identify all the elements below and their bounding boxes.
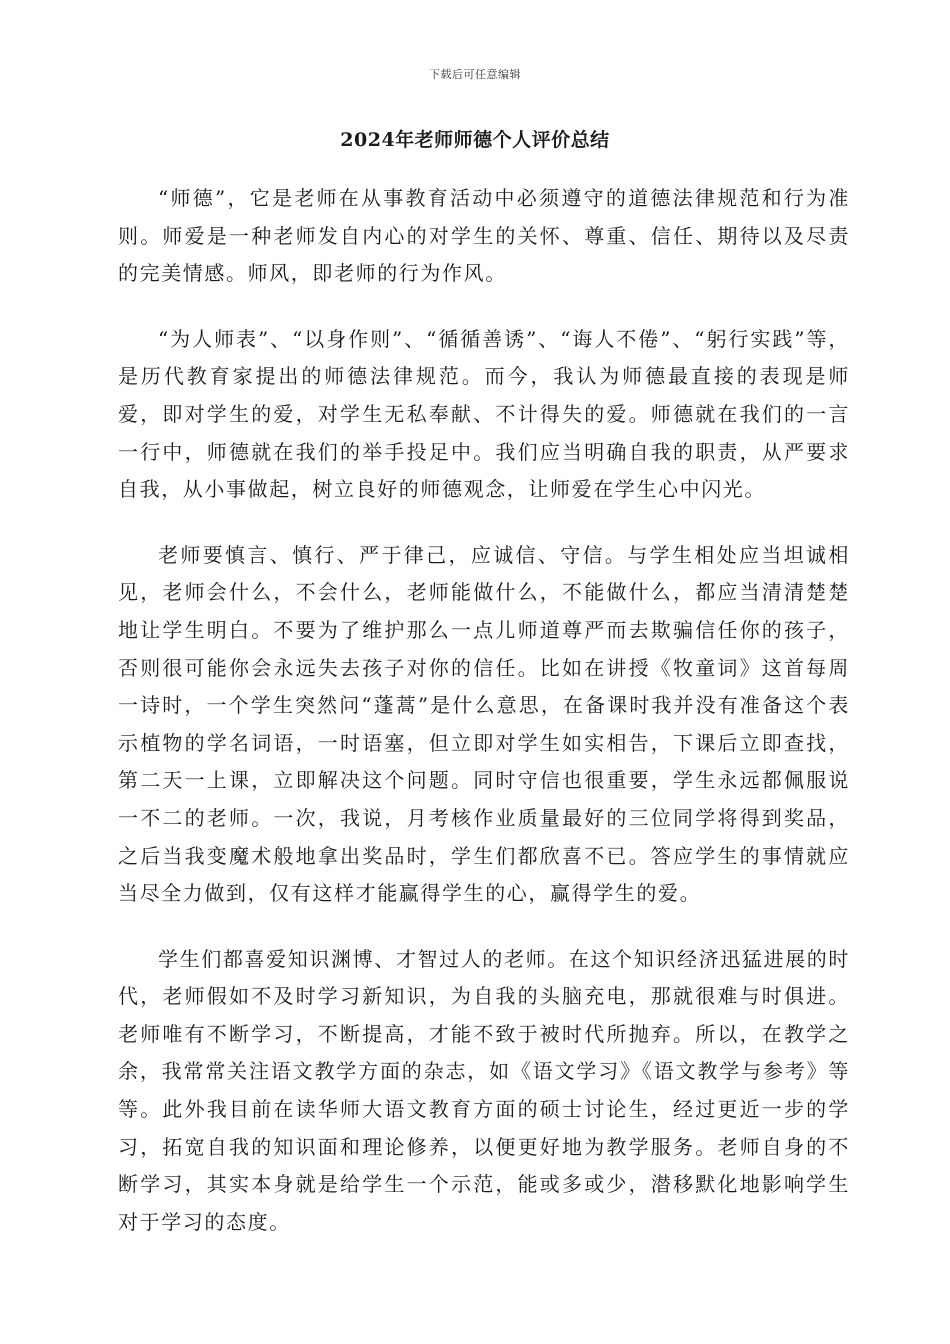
paragraph-3: 老师要慎言、慎行、严于律己，应诚信、守信。与学生相处应当坦诚相见，老师会什么，不会什么，老师能做什么，不能做什么，都应当清清楚楚地让学生明白。不要为了维护那么一点儿师道尊严而去欺骗信任你的孩子，否则很可能你会永远失去孩子对你的信任。比如在讲授《牧童词》这首每周一诗时，一个学生突然问“蓬蒿”是什么意思，在备课时我并没有准备这个表示植物的学名词语，一时语塞，但立即对学生如实相告，下课后立即查找，第二天一上课，立即解决这个问题。同时守信也很重要，学生永远都佩服说一不二的老师。一次，我说，月考核作业质量最好的三位同学将得到奖品，之后当我变魔术般地拿出奖品时，学生们都欣喜不已。答应学生的事情就应当尽全力做到，仅有这样才能赢得学生的心，赢得学生的爱。 [118, 542, 850, 906]
header-note: 下载后可任意编辑 [429, 68, 521, 81]
paragraph-1: “师德”，它是老师在从事教育活动中必须遵守的道德法律规范和行为准则。师爱是一种老师发自内心的对学生的关怀、尊重、信任、期待以及尽责的完美情感。师风，即老师的行为作风。 [118, 186, 850, 286]
document-body [118, 180, 850, 1269]
paragraph-4: 学生们都喜爱知识渊博、才智过人的老师。在这个知识经济迅猛进展的时代，老师假如不及时学习新知识，为自我的头脑充电，那就很难与时俱进。老师唯有不断学习，不断提高，才能不致于被时代所抛弃。所以，在教学之余，我常常关注语文教学方面的杂志，如《语文学习》《语文教学与参考》等等。此外我目前在读华师大语文教育方面的硕士讨论生，经过更近一步的学习，拓宽自我的知识面和理论修养，以便更好地为教学服务。老师自身的不断学习，其实本身就是给学生一个示范，能或多或少，潜移默化地影响学生对于学习的态度。 [118, 946, 850, 1234]
paragraph-2: “为人师表”、“以身作则”、“循循善诱”、“诲人不倦”、“躬行实践”等，是历代教育家提出的师德法律规范。而今，我认为师德最直接的表现是师爱，即对学生的爱，对学生无私奉献、不计得失的爱。师德就在我们的一言一行中，师德就在我们的举手投足中。我们应当明确自我的职责，从严要求自我，从小事做起，树立良好的师德观念，让师爱在学生心中闪光。 [118, 326, 850, 502]
page-title: 2024年老师师德个人评价总结 [340, 129, 610, 151]
